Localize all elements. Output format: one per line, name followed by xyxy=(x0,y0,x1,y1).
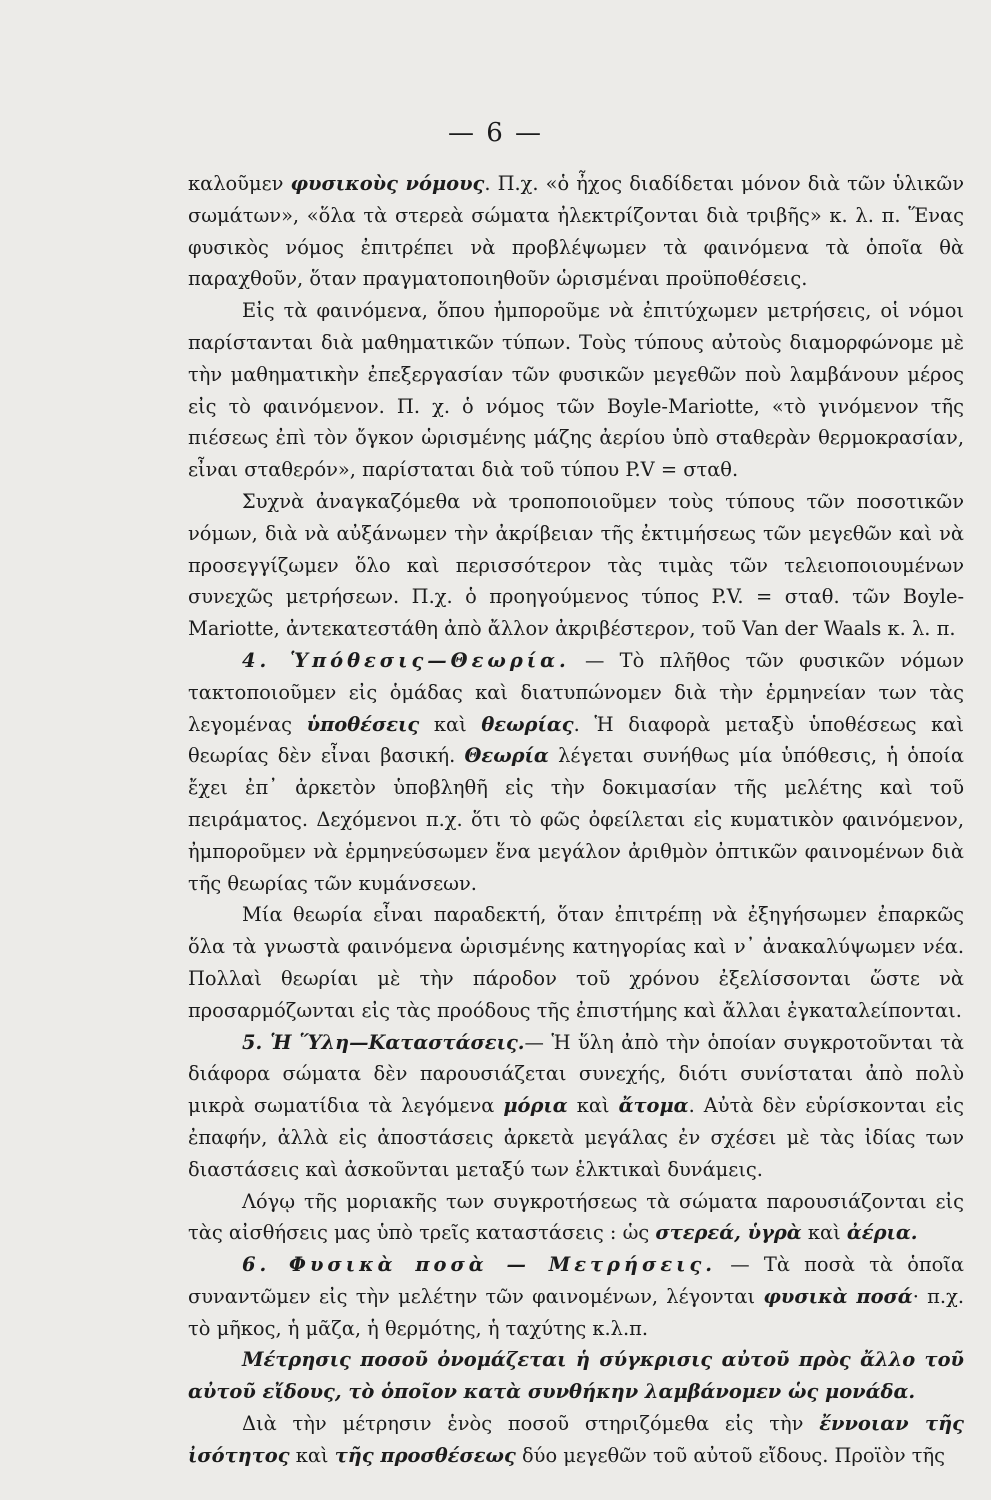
section-heading-6: 6. Φυσικὰ ποσὰ — Μετρήσεις. xyxy=(242,1253,717,1277)
paragraph-mathematical-formulas: Εἰς τὰ φαινόμενα, ὅπου ἠμποροῦμε νὰ ἐπιτύχωμεν μετρήσεις, οἱ νόμοι παρίστανται διὰ μαθηματικῶν τύπων. Τοὺς τύπους αὐτοὺς διαμορφώνομε μὲ τὴν μαθηματικὴν ἐπεξεργασίαν τῶν φυσικῶν μεγεθῶν ποὺ λαμβάνουν μέρος εἰς τὸ φαινόμενον. Π. χ. ὁ νόμος τῶν Boyle-Mariotte, «τὸ γινόμενον τῆς πιέσεως ἐπὶ τὸν ὄγκον ὡρισμένης μάζης ἀερίου ὑπὸ σταθερὰν θερμοκρασίαν, εἶναι σταθερόν», παρίσταται διὰ τοῦ τύπου P.V = σταθ. xyxy=(188,299,964,482)
paragraph-physical-laws xyxy=(188,168,964,295)
page-number: — 6 — xyxy=(447,118,544,148)
paragraph-theory-acceptance: Μία θεωρία εἶναι παραδεκτή, ὅταν ἐπιτρέπῃ νὰ ἐξηγήσωμεν ἐπαρκῶς ὅλα τὰ γνωστὰ φαινόμενα ὡρισμένης κατηγορίας καὶ ν᾽ ἀνακαλύψωμεν νέα. Πολλαὶ θεωρίαι μὲ τὴν πάροδον τοῦ χρόνου ἐξελίσσονται ὥστε νὰ προσαρμόζωνται εἰς τὰς προόδους τῆς ἐπιστήμης καὶ ἄλλαι ἐγκαταλείπονται. xyxy=(188,903,964,1022)
term-theory: Θεωρία xyxy=(464,744,549,768)
term-hypotheses: ὑποθέσεις xyxy=(306,712,420,736)
term-physical-laws: φυσικοὺς νόμους xyxy=(290,172,485,195)
section-heading-5: 5. Ἡ Ὕλη—Καταστάσεις. xyxy=(242,1030,525,1054)
definition-measurement: Μέτρησις ποσοῦ ὀνομάζεται ἡ σύγκρισις αὐτοῦ πρὸς ἄλλο τοῦ αὐτοῦ εἴδους, τὸ ὁποῖον κατὰ συνθήκην λαμβάνομεν ὡς μονάδα. xyxy=(188,1348,964,1404)
text-run: — Τὸ πλῆθος τῶν φυσικῶν νόμων τακτοποιοῦμεν εἰς ὁμάδας καὶ διατυπώνομεν διὰ τὴν ἑρμηνείαν των τὰς λεγομένας xyxy=(188,648,964,736)
term-addition: τῆς προσθέσεως xyxy=(334,1443,516,1467)
term-theories: θεωρίας xyxy=(481,712,574,736)
text-run: — Ἡ ὕλη ἀπὸ τὴν ὁποίαν συγκροτοῦνται τὰ διάφορα σώματα δὲν παρουσιάζεται συνεχής, διότι συνίσταται ἀπὸ πολὺ μικρὰ σωματίδια τὰ λεγόμενα xyxy=(188,1030,964,1118)
text-run: καλοῦμεν xyxy=(188,172,291,195)
section-heading-4: 4. Ὑπόθεσις—Θεωρία. xyxy=(242,648,570,672)
text-run: . Π.χ. «ὁ ἦχος διαδίδεται μόνον διὰ τῶν ὑλικῶν σωμάτων», «ὅλα τὰ στερεὰ σώματα ἠλεκτρίζονται διὰ τριβῆς» κ. λ. π. Ἕνας φυσικὸς νόμος ἐπιτρέπει νὰ προβλέψωμεν τὰ φαινόμενα τὰ ὁποῖα θὰ παραχθοῦν, ὅταν πραγματοποιηθοῦν ὡρισμέναι προϋποθέσεις. xyxy=(188,172,964,291)
term-gases: ἀέρια. xyxy=(846,1221,918,1245)
body-text xyxy=(188,168,964,1472)
term-atoms: ἄτομα xyxy=(618,1094,689,1118)
text-run: . Αὐτὰ δὲν εὑρίσκονται εἰς ἐπαφήν, ἀλλὰ εἰς ἀποστάσεις ἀρκετὰ μεγάλας ἐν σχέσει μὲ τὰς ἰδίας των διαστάσεις καὶ ἀσκοῦνται μεταξύ των ἑλκτικαὶ δυνάμεις. xyxy=(188,1094,964,1181)
paragraph-hypothesis-theory xyxy=(188,645,964,899)
text-run: Λόγῳ τῆς μοριακῆς των συγκροτήσεως τὰ σώματα παρουσιάζονται εἰς τὰς αἰσθήσεις μας ὑπὸ τρεῖς καταστάσεις : ὡς xyxy=(188,1189,964,1245)
text-run: . Ἡ διαφορὰ μεταξὺ ὑποθέσεως καὶ θεωρίας δὲν εἶναι βασική. xyxy=(188,712,964,768)
paragraph-formula-modification: Συχνὰ ἀναγκαζόμεθα νὰ τροποποιοῦμεν τοὺς τύπους τῶν ποσοτικῶν νόμων, διὰ νὰ αὐξάνωμεν τὴν ἀκρίβειαν τῆς ἐκτιμήσεως τῶν μεγεθῶν καὶ νὰ προσεγγίζωμεν ὅλο καὶ περισσότερον τὰς τιμὰς τῶν τελειοποιουμένων συνεχῶς μετρήσεων. Π.χ. ὁ προηγούμενος τύπος P.V. = σταθ. τῶν Boyle-Mariotte, ἀντεκατεστάθη ἀπὸ ἄλλον ἀκριβέστερον, τοῦ Van der Waals κ. λ. π. xyxy=(188,489,964,641)
term-molecules: μόρια xyxy=(503,1094,568,1118)
text-run: καὶ xyxy=(567,1094,619,1118)
paragraph-matter-states xyxy=(188,1027,964,1186)
paragraph-equality-addition xyxy=(188,1408,964,1472)
text-run: Διὰ τὴν μέτρησιν ἑνὸς ποσοῦ στηριζόμεθα εἰς τὴν xyxy=(242,1412,820,1436)
text-run: · π.χ. τὸ μῆκος, ἡ μᾶζα, ἡ θερμότης, ἡ ταχύτης κ.λ.π. xyxy=(188,1284,964,1340)
text-run: καὶ xyxy=(419,712,482,736)
text-run: καὶ xyxy=(289,1443,335,1467)
text-run: λέγεται συνήθως μία ὑπόθεσις, ἡ ὁποία ἔχει ἐπ᾽ ἀρκετὸν ὑποβληθῆ εἰς τὴν δοκιμασίαν τῆς μελέτης καὶ τοῦ πειράματος. Δεχόμενοι π.χ. ὅτι τὸ φῶς ὀφείλεται εἰς κυματικὸν φαινόμενον, ἠμποροῦμεν νὰ ἑρμηνεύσωμεν ἕνα μεγάλον ἀριθμὸν ὀπτικῶν φαινομένων διὰ τῆς θεωρίας τῶν κυμάνσεων. xyxy=(188,744,964,895)
text-run: καὶ xyxy=(801,1221,847,1245)
text-run: δύο μεγεθῶν τοῦ αὐτοῦ εἴδους. Προϊὸν τῆς xyxy=(515,1443,945,1467)
term-equality: ἔννοιαν τῆς ἰσότητος xyxy=(188,1412,964,1467)
paragraph-three-states xyxy=(188,1186,964,1250)
term-physical-quantities: φυσικὰ ποσά xyxy=(763,1284,913,1308)
text-run: — Τὰ ποσὰ τὰ ὁποῖα συναντῶμεν εἰς τὴν μελέτην τῶν φαινομένων, λέγονται xyxy=(188,1253,965,1308)
term-solid-liquid: στερεά, ὑγρὰ xyxy=(655,1221,802,1245)
paragraph-physical-quantities xyxy=(188,1249,964,1344)
